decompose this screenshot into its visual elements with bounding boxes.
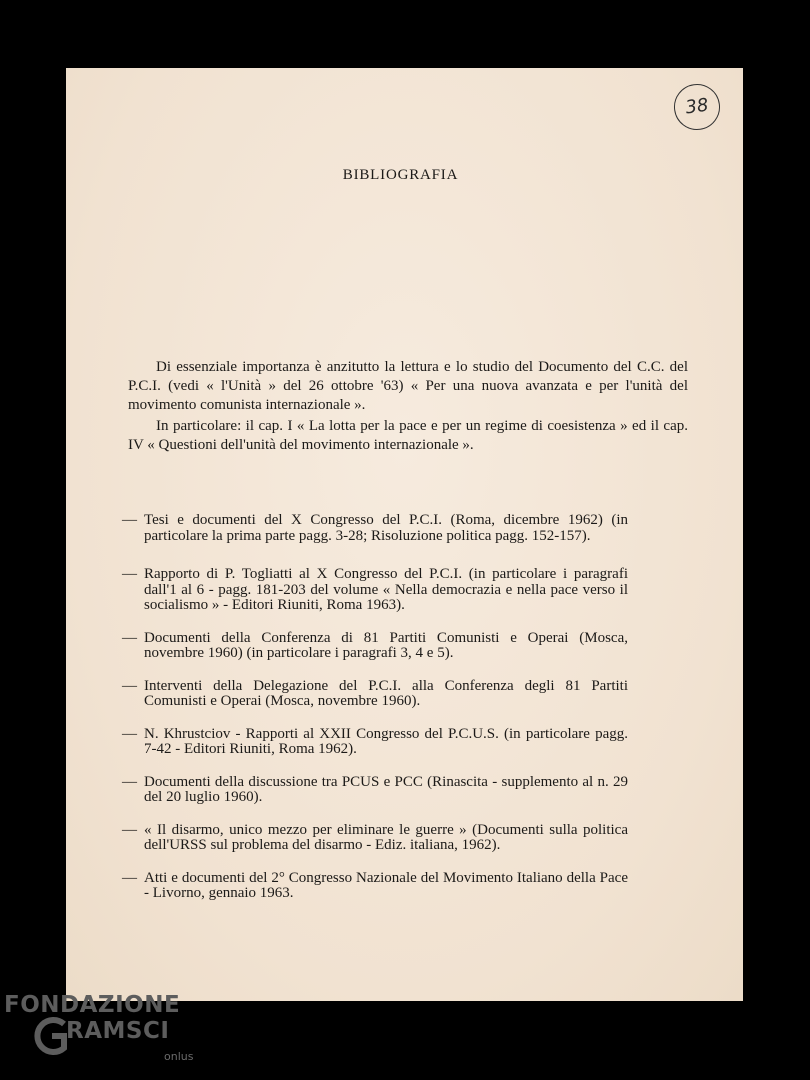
bibliography-entry (122, 823, 628, 854)
entry-text: Tesi e documenti del X Congresso del P.C.I. (Roma, dicembre 1962) (in particolare la prima parte pagg. 3-28; Risoluzione politica pagg. 152-157). (144, 512, 628, 544)
handwritten-page-number: 38 (671, 81, 723, 133)
dash-bullet: — (122, 773, 137, 790)
bibliography-entry (122, 631, 628, 662)
dash-bullet: — (122, 725, 137, 742)
entry-text: N. Khrustciov - Rapporti al XXII Congresso del P.C.U.S. (in particolare pagg. 7-42 - Editori Riuniti, Roma 1962). (144, 725, 628, 757)
dash-bullet: — (122, 566, 137, 582)
intro-section (128, 358, 688, 457)
gramsci-g-logo-icon (34, 1016, 68, 1056)
bibliography-entry (122, 775, 628, 806)
intro-paragraph: In particolare: il cap. I « La lotta per la pace e per un regime di coesistenza » ed il cap. IV « Questioni dell'unità del movimento internazionale ». (128, 418, 688, 453)
watermark-line-1: FONDAZIONE (4, 992, 181, 1018)
document-page (66, 68, 743, 1001)
page-title: BIBLIOGRAFIA (342, 167, 459, 183)
entry-text: Atti e documenti del 2° Congresso Nazionale del Movimento Italiano della Pace - Livorno, gennaio 1963. (144, 869, 628, 901)
watermark-line-2: RAMSCI (66, 1018, 170, 1044)
dash-bullet: — (122, 629, 137, 646)
bibliography-entry (122, 871, 628, 902)
watermark-line-3: onlus (164, 1050, 194, 1063)
entry-text: « Il disarmo, unico mezzo per eliminare le guerre » (Documenti sulla politica dell'URSS sul problema del disarmo - Ediz. italiana, 1962). (144, 821, 628, 853)
bibliography-entry (122, 513, 628, 544)
entry-text: Rapporto di P. Togliatti al X Congresso del P.C.I. (in particolare i paragrafi dall'1 al 6 - pagg. 181-203 del volume « Nella democrazia e nella pace verso il socialismo » - Editori Riuniti, Roma 1963). (144, 566, 628, 613)
intro-paragraph: Di essenziale importanza è anzitutto la lettura e lo studio del Documento del C.C. del P.C.I. (vedi « l'Unità » del 26 ottobre '63) « Per una nuova avanzata e per l'unità del movimento comunista internazionale ». (128, 359, 688, 413)
bibliography-entry (122, 567, 628, 614)
fondazione-gramsci-watermark (4, 992, 204, 1072)
bibliography-list (122, 513, 628, 919)
dash-bullet: — (122, 677, 137, 694)
bibliography-entry (122, 679, 628, 710)
bibliography-entry (122, 727, 628, 758)
dash-bullet: — (122, 821, 137, 838)
entry-text: Interventi della Delegazione del P.C.I. alla Conferenza degli 81 Partiti Comunisti e Operai (Mosca, novembre 1960). (144, 677, 628, 709)
dash-bullet: — (122, 512, 137, 528)
entry-text: Documenti della Conferenza di 81 Partiti Comunisti e Operai (Mosca, novembre 1960) (in particolare i paragrafi 3, 4 e 5). (144, 629, 628, 661)
dash-bullet: — (122, 869, 137, 886)
entry-text: Documenti della discussione tra PCUS e PCC (Rinascita - supplemento al n. 29 del 20 luglio 1960). (144, 773, 628, 805)
